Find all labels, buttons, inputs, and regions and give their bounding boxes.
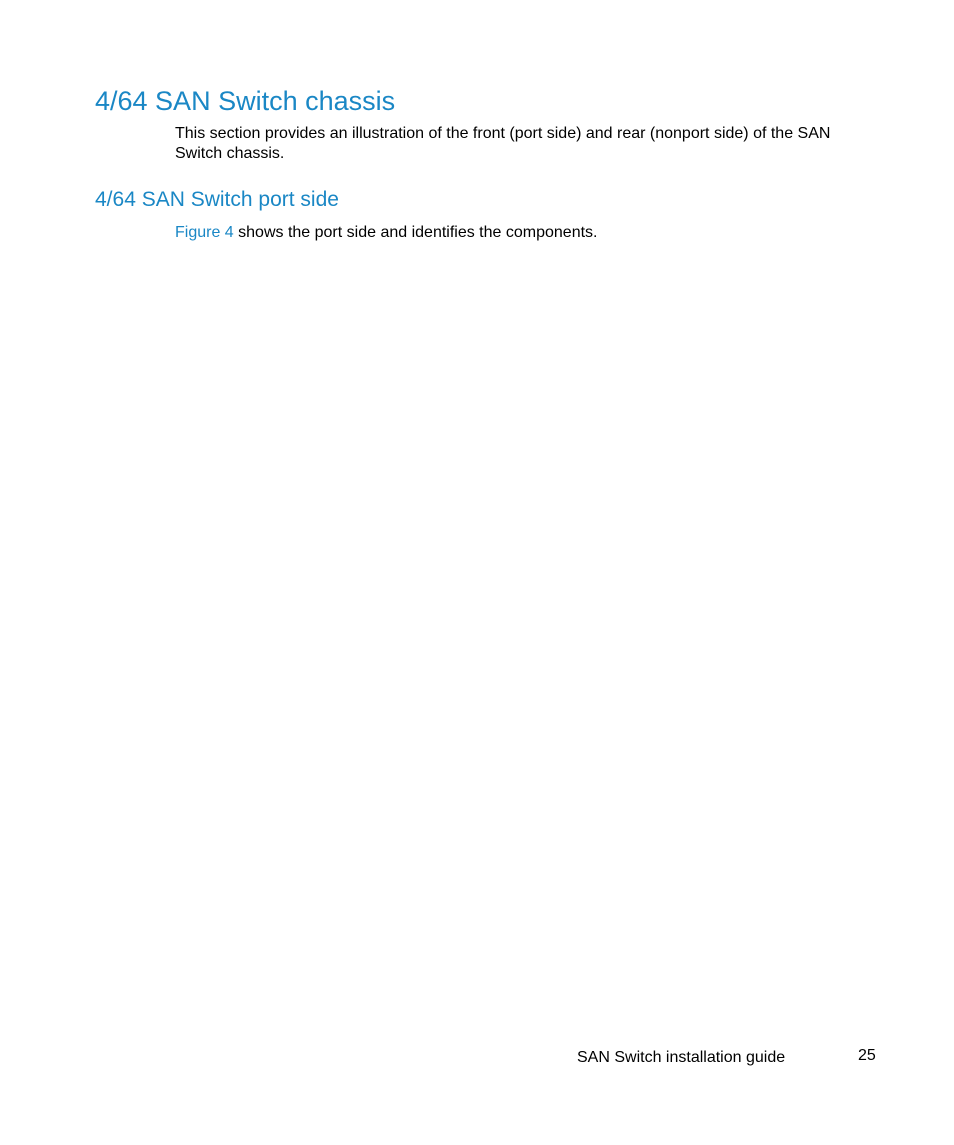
subsection-heading: 4/64 SAN Switch port side: [95, 188, 339, 211]
section-heading: 4/64 SAN Switch chassis: [95, 86, 396, 116]
subsection-paragraph-text: shows the port side and identifies the components.: [233, 224, 598, 241]
section-intro-paragraph: This section provides an illustration of the front (port side) and rear (nonport side) of the SAN Switch chassis.: [175, 125, 831, 162]
figure-cross-reference-link[interactable]: Figure 4: [175, 224, 234, 241]
footer-document-title: SAN Switch installation guide: [577, 1049, 786, 1066]
footer-page-number: 25: [858, 1047, 876, 1064]
subsection-paragraph: [175, 223, 597, 243]
